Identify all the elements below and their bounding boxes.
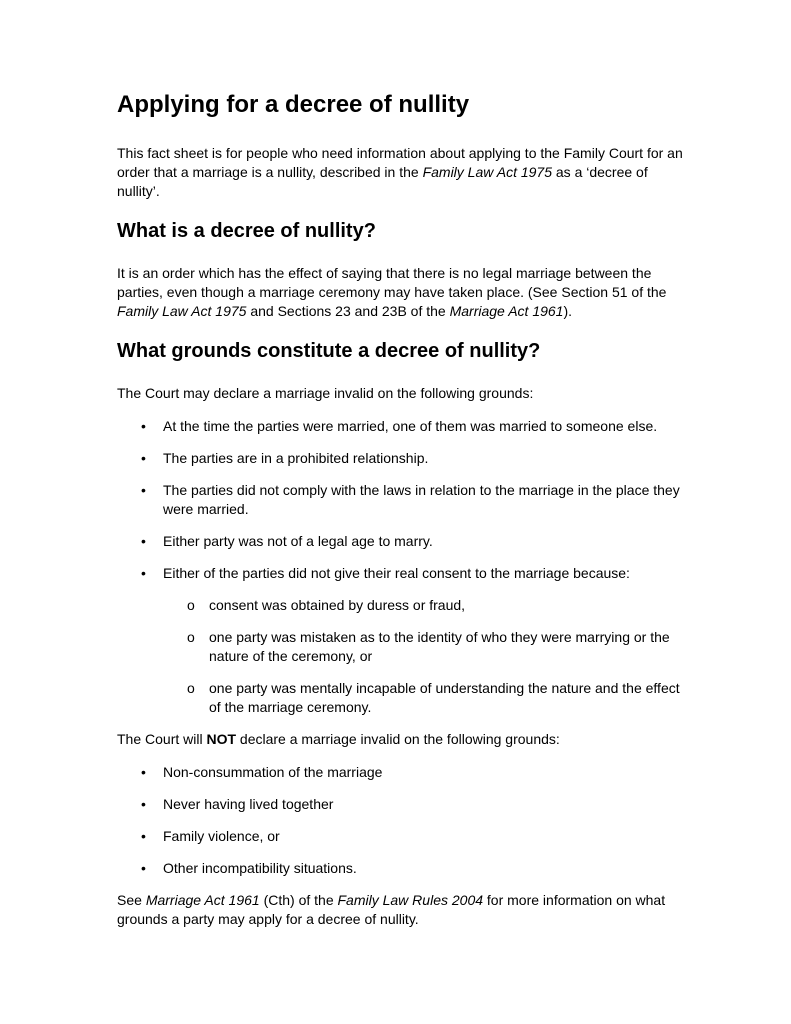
grounds-lead-paragraph: The Court may declare a marriage invalid on the following grounds: bbox=[117, 385, 534, 401]
list-item bbox=[117, 564, 687, 717]
circle-bullet-icon: o bbox=[187, 629, 195, 645]
bullet-icon: • bbox=[141, 828, 146, 844]
not-lead-text-2: declare a marriage invalid on the following grounds: bbox=[236, 731, 560, 747]
document-page bbox=[117, 88, 687, 929]
see-also-paragraph bbox=[117, 891, 687, 929]
see-text-2: (Cth) of the bbox=[259, 892, 338, 908]
sub-list-item bbox=[163, 628, 687, 666]
bullet-icon: • bbox=[141, 482, 146, 498]
intro-paragraph bbox=[117, 144, 687, 201]
intro-act-reference: Family Law Act 1975 bbox=[422, 164, 552, 180]
list-item-text: The parties are in a prohibited relationship. bbox=[163, 450, 429, 466]
intro-text-2: as a ‘decree of nullity’. bbox=[117, 164, 648, 199]
list-item-text: Either of the parties did not give their real consent to the marriage because: bbox=[163, 565, 630, 581]
see-act-reference-1: Marriage Act 1961 bbox=[145, 892, 260, 908]
bullet-icon: • bbox=[141, 450, 146, 466]
see-text-3: for more information on what grounds a party may apply for a decree of nullity. bbox=[117, 892, 666, 927]
not-grounds-lead-paragraph bbox=[117, 730, 687, 749]
sub-list-item-text: consent was obtained by duress or fraud, bbox=[209, 597, 466, 613]
what-is-text-1: It is an order which has the effect of saying that there is no legal marriage between the parties, even though a marriage ceremony may have taken place. (See Section 51 of the bbox=[117, 265, 667, 300]
see-act-reference-2: Family Law Rules 2004 bbox=[337, 892, 484, 908]
bullet-icon: • bbox=[141, 565, 146, 581]
list-item bbox=[117, 532, 687, 551]
list-item bbox=[117, 763, 687, 782]
grounds-list bbox=[117, 417, 687, 717]
list-item-text: The parties did not comply with the laws in relation to the marriage in the place they were married. bbox=[163, 482, 680, 517]
bullet-icon: • bbox=[141, 418, 146, 434]
sub-list-item bbox=[163, 679, 687, 717]
consent-sub-list bbox=[163, 596, 687, 717]
not-emphasis: NOT bbox=[206, 731, 237, 747]
section-heading-grounds: What grounds constitute a decree of nullity? bbox=[117, 340, 541, 362]
list-item-text: At the time the parties were married, one of them was married to someone else. bbox=[163, 418, 658, 434]
sub-list-item-text: one party was mistaken as to the identity of who they were marrying or the nature of the ceremony, or bbox=[209, 629, 670, 664]
what-is-paragraph bbox=[117, 264, 687, 321]
section-heading-what-is: What is a decree of nullity? bbox=[117, 220, 376, 242]
not-lead-text-1: The Court will bbox=[117, 731, 207, 747]
what-is-text-2: and Sections 23 and 23B of the bbox=[246, 303, 450, 319]
bullet-icon: • bbox=[141, 860, 146, 876]
list-item bbox=[117, 417, 687, 436]
list-item-text: Either party was not of a legal age to marry. bbox=[163, 533, 433, 549]
what-is-text-3: ). bbox=[563, 303, 573, 319]
list-item-text: Other incompatibility situations. bbox=[163, 860, 357, 876]
list-item-text: Non-consummation of the marriage bbox=[163, 764, 383, 780]
bullet-icon: • bbox=[141, 796, 146, 812]
circle-bullet-icon: o bbox=[187, 680, 195, 696]
circle-bullet-icon: o bbox=[187, 597, 195, 613]
intro-text-1: This fact sheet is for people who need information about applying to the Family Court for an order that a marriage is a nullity, described in the bbox=[117, 145, 683, 180]
bullet-icon: • bbox=[141, 764, 146, 780]
list-item bbox=[117, 795, 687, 814]
what-is-act-reference-2: Marriage Act 1961 bbox=[449, 303, 564, 319]
list-item bbox=[117, 827, 687, 846]
sub-list-item-text: one party was mentally incapable of understanding the nature and the effect of the marriage ceremony. bbox=[209, 680, 680, 715]
see-text-1: See bbox=[117, 892, 146, 908]
bullet-icon: • bbox=[141, 533, 146, 549]
list-item bbox=[117, 449, 687, 468]
what-is-act-reference-1: Family Law Act 1975 bbox=[117, 303, 247, 319]
list-item-text: Never having lived together bbox=[163, 796, 334, 812]
list-item-text: Family violence, or bbox=[163, 828, 280, 844]
not-grounds-list bbox=[117, 763, 687, 878]
list-item bbox=[117, 859, 687, 878]
sub-list-item bbox=[163, 596, 687, 615]
list-item bbox=[117, 481, 687, 519]
page-title: Applying for a decree of nullity bbox=[117, 91, 470, 118]
